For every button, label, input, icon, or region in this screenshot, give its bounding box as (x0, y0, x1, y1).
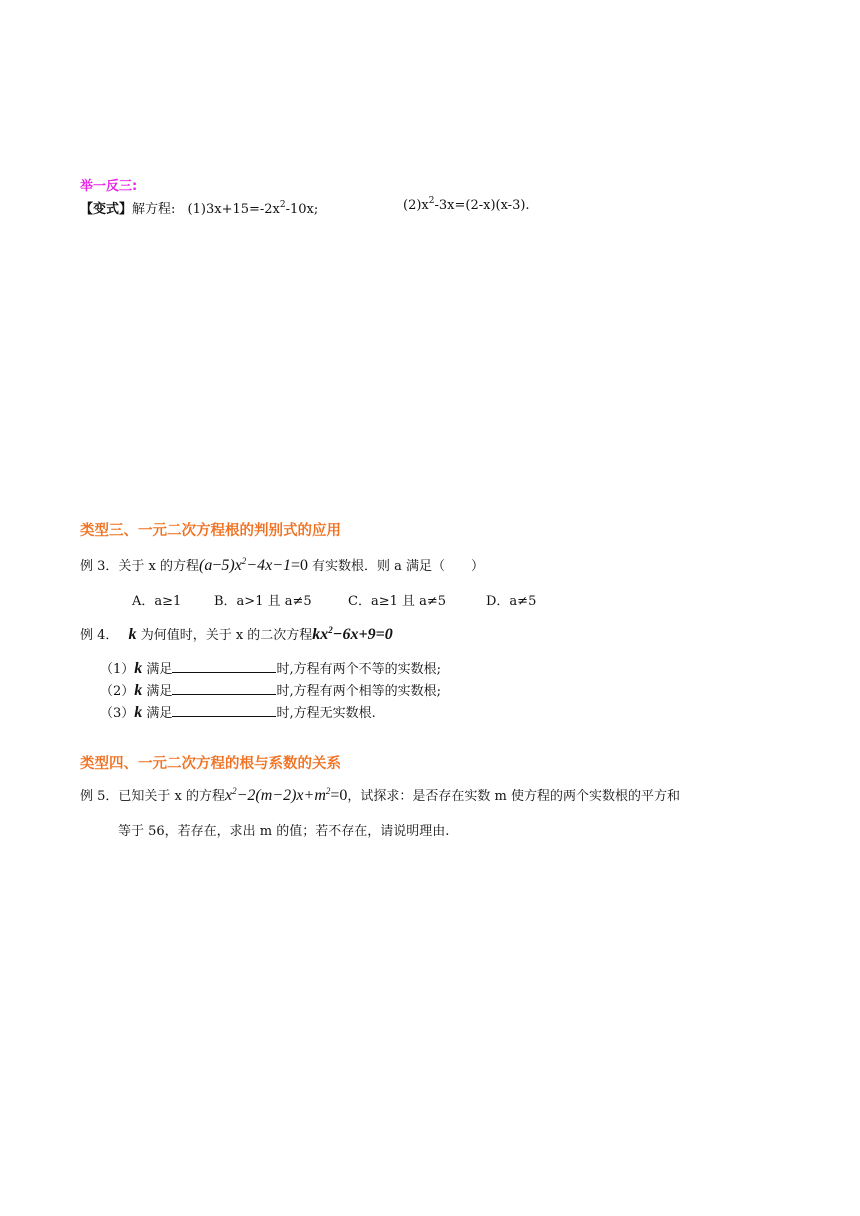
example-5-line-2: 等于 56，若存在，求出 m 的值；若不存在，请说明理由. (118, 824, 450, 839)
example-5-equation: $x^2-2(m-2)x+m^2=0$ (225, 786, 348, 804)
answer-blank-1[interactable] (172, 661, 276, 673)
example-4-equation: $kx^2-6x+9=0$ (312, 625, 393, 643)
k-variable: k (128, 626, 137, 643)
answer-blank-3[interactable] (172, 705, 276, 717)
example-5: 例 5．已知关于 x 的方程$x^2-2(m-2)x+m^2=0$，试探求：是否存在实数 m 使方程的两个实数根的平方和 (80, 786, 680, 804)
equation-2: $(2)x^2-3x=(2-x)(x-3)$. (403, 196, 530, 213)
example-3-option-b: B．a>1 且 a≠5 (214, 594, 312, 609)
answer-blank-2[interactable] (172, 683, 276, 695)
example-3: 例 3．关于 x 的方程$(a-5)x^2-4x-1=0$ 有实数根．则 a 满足（ ） (80, 556, 485, 574)
practice-heading: 举一反三: (80, 179, 138, 194)
section-type3-heading: 类型三、一元二次方程根的判别式的应用 (80, 523, 341, 539)
example-4: 例 4． k 为何值时，关于 x 的二次方程$kx^2-6x+9=0$ (80, 625, 393, 643)
equation-1: $(1)3x+15=-2x^2-10x$; (187, 200, 319, 217)
example-3-option-c: C．a≥1 且 a≠5 (348, 594, 447, 609)
example-4-item-1: （1）k 满足 时,方程有两个不等的实数根; (100, 660, 441, 677)
example-3-equation: $(a-5)x^2-4x-1=0$ (199, 556, 309, 574)
variation-lead: 解方程: (132, 202, 176, 217)
section-type4-heading: 类型四、一元二次方程的根与系数的关系 (80, 756, 341, 772)
variation-label: 【变式】 (80, 202, 133, 217)
example-3-option-d: D．a≠5 (486, 594, 537, 609)
example-4-item-3: （3）k 满足 时,方程无实数根. (100, 704, 376, 721)
example-4-item-2: （2）k 满足 时,方程有两个相等的实数根; (100, 682, 441, 699)
example-3-option-a: A．a≥1 (132, 594, 182, 609)
variation-problem (80, 198, 318, 217)
